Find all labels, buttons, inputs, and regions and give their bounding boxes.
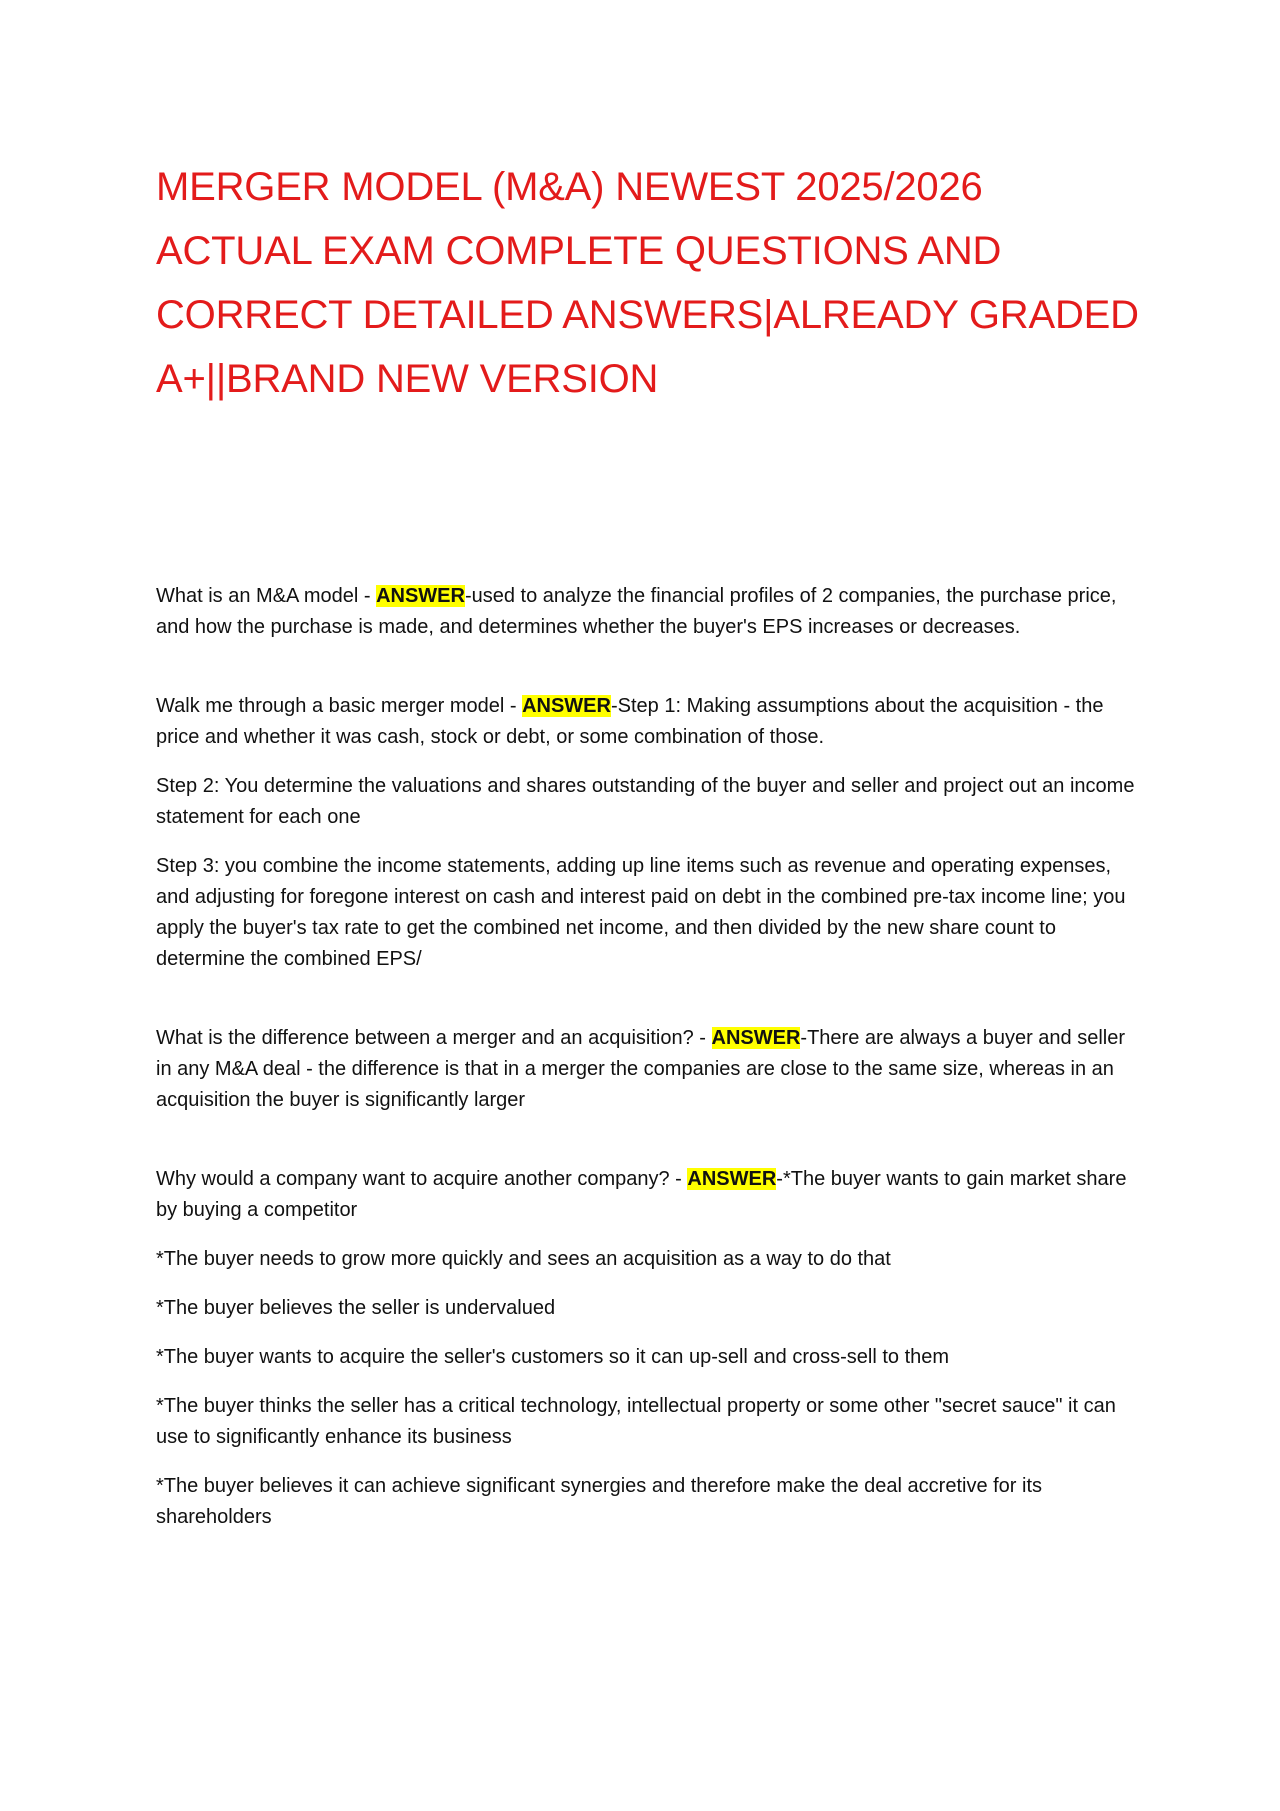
qa-item	[156, 581, 1140, 643]
qa-paragraph	[156, 1023, 1140, 1116]
answer-label: ANSWER	[687, 1168, 777, 1190]
question-text: What is an M&A model -	[156, 585, 377, 607]
document-title: MERGER MODEL (M&A) NEWEST 2025/2026 ACTUAL EXAM COMPLETE QUESTIONS AND CORRECT DETAILED ANSWERS|ALREADY GRADED A+||BRAND NEW VERSION	[156, 165, 1139, 401]
qa-paragraph	[156, 581, 1140, 643]
qa-list	[156, 581, 1140, 1533]
answer-label: ANSWER	[376, 585, 465, 607]
answer-label: ANSWER	[711, 1027, 801, 1049]
answer-label: ANSWER	[522, 695, 611, 717]
answer-paragraph: *The buyer needs to grow more quickly and sees an acquisition as a way to do that	[156, 1248, 891, 1270]
answer-paragraph: Step 3: you combine the income statements, adding up line items such as revenue and operating expenses, and adjusting for foregone interest on cash and interest paid on debt in the combined pre-tax income line; you apply the buyer's tax rate to get the combined net income, and then divided by the new share count to determine the combined EPS/	[156, 855, 1126, 970]
answer-text: -*The buyer wants to gain market share by buying a competitor	[156, 1168, 1127, 1221]
question-text: Walk me through a basic merger model -	[156, 695, 523, 717]
answer-text: -There are always a buyer and seller in any M&A deal - the difference is that in a merger the companies are close to the same size, whereas in an acquisition the buyer is significantly larger	[156, 1027, 1126, 1111]
answer-paragraph: *The buyer thinks the seller has a critical technology, intellectual property or some other "secret sauce" it can use to significantly enhance its business	[156, 1395, 1116, 1448]
qa-item	[156, 1164, 1140, 1533]
answer-paragraph: *The buyer believes it can achieve significant synergies and therefore make the deal accretive for its shareholders	[156, 1475, 1043, 1528]
qa-paragraph	[156, 1164, 1140, 1226]
answer-paragraph: *The buyer wants to acquire the seller's customers so it can up-sell and cross-sell to them	[156, 1346, 950, 1368]
answer-paragraph: *The buyer believes the seller is undervalued	[156, 1297, 556, 1319]
answer-text: -used to analyze the financial profiles of 2 companies, the purchase price, and how the purchase is made, and determines whether the buyer's EPS increases or decreases.	[156, 585, 1117, 638]
answer-text: -Step 1: Making assumptions about the acquisition - the price and whether it was cash, stock or debt, or some combination of those.	[156, 695, 1104, 748]
answer-paragraph: Step 2: You determine the valuations and shares outstanding of the buyer and seller and project out an income statement for each one	[156, 775, 1135, 828]
question-text: Why would a company want to acquire another company? -	[156, 1168, 688, 1190]
question-text: What is the difference between a merger and an acquisition? -	[156, 1027, 712, 1049]
qa-paragraph	[156, 691, 1140, 753]
qa-item	[156, 1023, 1140, 1116]
qa-item	[156, 691, 1140, 975]
